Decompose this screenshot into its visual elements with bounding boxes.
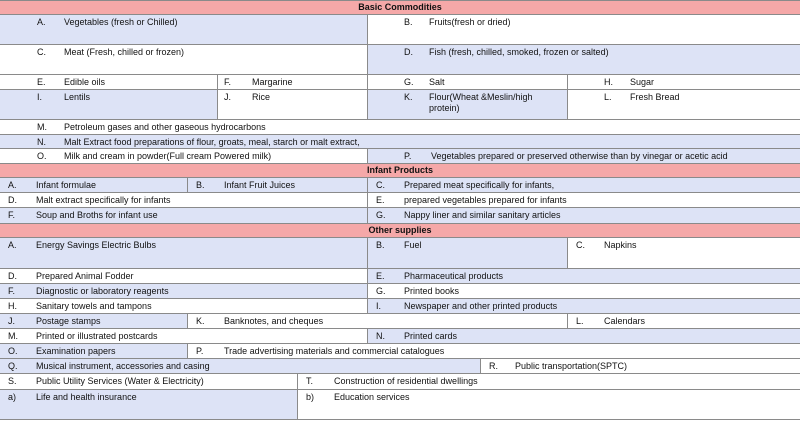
item-text: Flour(Wheat &Meslin/high protein) xyxy=(429,92,533,113)
item-cell xyxy=(367,178,800,192)
item-code: E. xyxy=(376,195,385,205)
table-row xyxy=(0,14,800,44)
item-cell xyxy=(0,75,217,89)
item-text: Examination papers xyxy=(36,346,116,356)
item-text: Education services xyxy=(334,392,410,402)
item-text: Postage stamps xyxy=(36,316,101,326)
item-code: P. xyxy=(404,151,412,161)
item-code: B. xyxy=(404,17,413,27)
item-cell xyxy=(187,178,367,192)
item-cell xyxy=(0,374,297,389)
table-row xyxy=(0,89,800,119)
item-text: Printed cards xyxy=(404,331,458,341)
table-row xyxy=(0,134,800,148)
item-cell xyxy=(297,374,800,389)
item-code: T. xyxy=(306,376,314,386)
table-row xyxy=(0,358,800,373)
item-cell xyxy=(480,359,800,373)
item-text: Construction of residential dwellings xyxy=(334,376,478,386)
item-text: Infant formulae xyxy=(36,180,97,190)
item-code: E. xyxy=(37,77,46,87)
item-code: L. xyxy=(576,316,584,326)
section-header-other xyxy=(0,223,800,237)
item-cell xyxy=(187,344,800,358)
item-code: D. xyxy=(404,47,413,57)
item-text: Sanitary towels and tampons xyxy=(36,301,152,311)
item-cell xyxy=(0,149,367,163)
item-cell xyxy=(0,178,187,192)
table-row xyxy=(0,283,800,298)
item-cell xyxy=(367,329,800,343)
item-text: Fresh Bread xyxy=(630,92,680,102)
item-code: B. xyxy=(196,180,205,190)
item-text: Vegetables prepared or preserved otherwise than by vinegar or acetic acid xyxy=(431,151,728,161)
item-text: Fruits(fresh or dried) xyxy=(429,17,511,27)
item-code: N. xyxy=(376,331,385,341)
item-text: Pharmaceutical products xyxy=(404,271,504,281)
item-cell xyxy=(367,208,800,223)
item-cell xyxy=(0,269,367,283)
item-code: M. xyxy=(8,331,18,341)
item-code: G. xyxy=(404,77,414,87)
item-text: Fuel xyxy=(404,240,422,250)
item-text: Malt Extract food preparations of flour, groats, meal, starch or malt extract, xyxy=(64,137,360,147)
item-text: Musical instrument, accessories and casing xyxy=(36,361,210,371)
item-code: b) xyxy=(306,392,315,402)
table-row xyxy=(0,237,800,268)
item-text: Public transportation(SPTC) xyxy=(515,361,628,371)
item-code: F. xyxy=(8,286,16,296)
item-code: F. xyxy=(224,77,232,87)
item-cell xyxy=(0,90,217,119)
item-text: Vegetables (fresh or Chilled) xyxy=(64,17,178,27)
item-code: H. xyxy=(604,77,613,87)
item-code: I. xyxy=(376,301,382,311)
item-cell xyxy=(0,120,800,134)
item-cell xyxy=(367,90,567,119)
table-row xyxy=(0,328,800,343)
item-text: Trade advertising materials and commercial catalogues xyxy=(224,346,445,356)
item-text: Edible oils xyxy=(64,77,106,87)
section-title: Infant Products xyxy=(366,165,433,175)
section-title: Other supplies xyxy=(368,225,432,235)
item-text: Salt xyxy=(429,77,445,87)
item-code: J. xyxy=(8,316,16,326)
item-code: R. xyxy=(489,361,498,371)
item-text: Napkins xyxy=(604,240,637,250)
item-cell xyxy=(0,329,367,343)
item-cell xyxy=(217,90,367,119)
item-code: Q. xyxy=(8,361,18,371)
item-code: L. xyxy=(604,92,612,102)
item-text: Petroleum gases and other gaseous hydrocarbons xyxy=(64,122,266,132)
item-code: B. xyxy=(376,240,385,250)
item-cell xyxy=(0,193,367,207)
item-code: a) xyxy=(8,392,17,402)
item-text: Energy Savings Electric Bulbs xyxy=(36,240,157,250)
item-code: D. xyxy=(8,195,17,205)
item-cell xyxy=(0,390,297,419)
item-cell xyxy=(367,15,800,44)
item-code: S. xyxy=(8,376,17,386)
table-row xyxy=(0,389,800,420)
table-row xyxy=(0,44,800,74)
table-row xyxy=(0,192,800,207)
item-code: N. xyxy=(37,137,46,147)
item-cell xyxy=(367,75,567,89)
item-cell xyxy=(0,208,367,223)
item-text: Fish (fresh, chilled, smoked, frozen or salted) xyxy=(429,47,609,57)
item-code: D. xyxy=(8,271,17,281)
item-text: Public Utility Services (Water & Electricity) xyxy=(36,376,204,386)
item-cell xyxy=(0,238,367,268)
item-text: Margarine xyxy=(252,77,293,87)
item-code: I. xyxy=(37,92,43,102)
item-code: H. xyxy=(8,301,17,311)
item-cell xyxy=(567,75,800,89)
item-text: Soup and Broths for infant use xyxy=(36,210,158,220)
item-text: Newspaper and other printed products xyxy=(404,301,558,311)
item-code: A. xyxy=(8,180,17,190)
item-code: O. xyxy=(8,346,18,356)
item-cell xyxy=(0,344,187,358)
section-title: Basic Commodities xyxy=(358,2,442,12)
item-text: Nappy liner and similar sanitary articles xyxy=(404,210,561,220)
item-text: Rice xyxy=(252,92,271,102)
table-row xyxy=(0,148,800,163)
item-cell xyxy=(187,314,567,328)
item-cell xyxy=(0,314,187,328)
item-cell xyxy=(297,390,800,419)
item-code: A. xyxy=(8,240,17,250)
item-code: E. xyxy=(376,271,385,281)
item-text: Meat (Fresh, chilled or frozen) xyxy=(64,47,185,57)
item-code: O. xyxy=(37,151,47,161)
item-code: K. xyxy=(404,92,413,102)
item-cell xyxy=(367,45,800,74)
item-cell xyxy=(367,193,800,207)
item-code: G. xyxy=(376,286,386,296)
item-code: G. xyxy=(376,210,386,220)
item-text: Lentils xyxy=(64,92,91,102)
item-cell xyxy=(367,238,567,268)
item-text: Milk and cream in powder(Full cream Powered milk) xyxy=(64,151,272,161)
table-row xyxy=(0,268,800,283)
item-code: M. xyxy=(37,122,47,132)
item-text: Life and health insurance xyxy=(36,392,137,402)
item-code: C. xyxy=(37,47,46,57)
item-cell xyxy=(367,269,800,283)
table-row xyxy=(0,177,800,192)
item-cell xyxy=(367,284,800,298)
item-cell xyxy=(367,299,800,313)
item-text: Banknotes, and cheques xyxy=(224,316,324,326)
item-cell xyxy=(0,15,367,44)
item-text: Printed or illustrated postcards xyxy=(36,331,158,341)
item-code: P. xyxy=(196,346,204,356)
item-code: K. xyxy=(196,316,205,326)
item-text: Prepared meat specifically for infants, xyxy=(404,180,555,190)
table-row xyxy=(0,119,800,134)
item-cell xyxy=(0,359,480,373)
item-text: Calendars xyxy=(604,316,646,326)
item-cell xyxy=(367,149,800,163)
item-text: Printed books xyxy=(404,286,460,296)
item-cell xyxy=(567,90,800,119)
item-text: Sugar xyxy=(630,77,655,87)
item-cell xyxy=(217,75,367,89)
item-cell xyxy=(567,314,800,328)
item-cell xyxy=(0,135,800,148)
item-cell xyxy=(0,284,367,298)
table-row xyxy=(0,313,800,328)
item-code: F. xyxy=(8,210,16,220)
section-header-basic xyxy=(0,0,800,14)
table-row xyxy=(0,373,800,389)
section-header-infant xyxy=(0,163,800,177)
table-row xyxy=(0,343,800,358)
item-text: Prepared Animal Fodder xyxy=(36,271,134,281)
item-cell xyxy=(567,238,800,268)
item-text: prepared vegetables prepared for infants xyxy=(404,195,567,205)
item-code: A. xyxy=(37,17,46,27)
item-cell xyxy=(0,299,367,313)
item-text: Malt extract specifically for infants xyxy=(36,195,171,205)
item-code: C. xyxy=(376,180,385,190)
item-text: Infant Fruit Juices xyxy=(224,180,296,190)
table-row xyxy=(0,207,800,223)
table-row xyxy=(0,298,800,313)
item-text: Diagnostic or laboratory reagents xyxy=(36,286,169,296)
item-code: J. xyxy=(224,92,232,102)
item-cell xyxy=(0,45,367,74)
table-row xyxy=(0,74,800,89)
item-code: C. xyxy=(576,240,585,250)
